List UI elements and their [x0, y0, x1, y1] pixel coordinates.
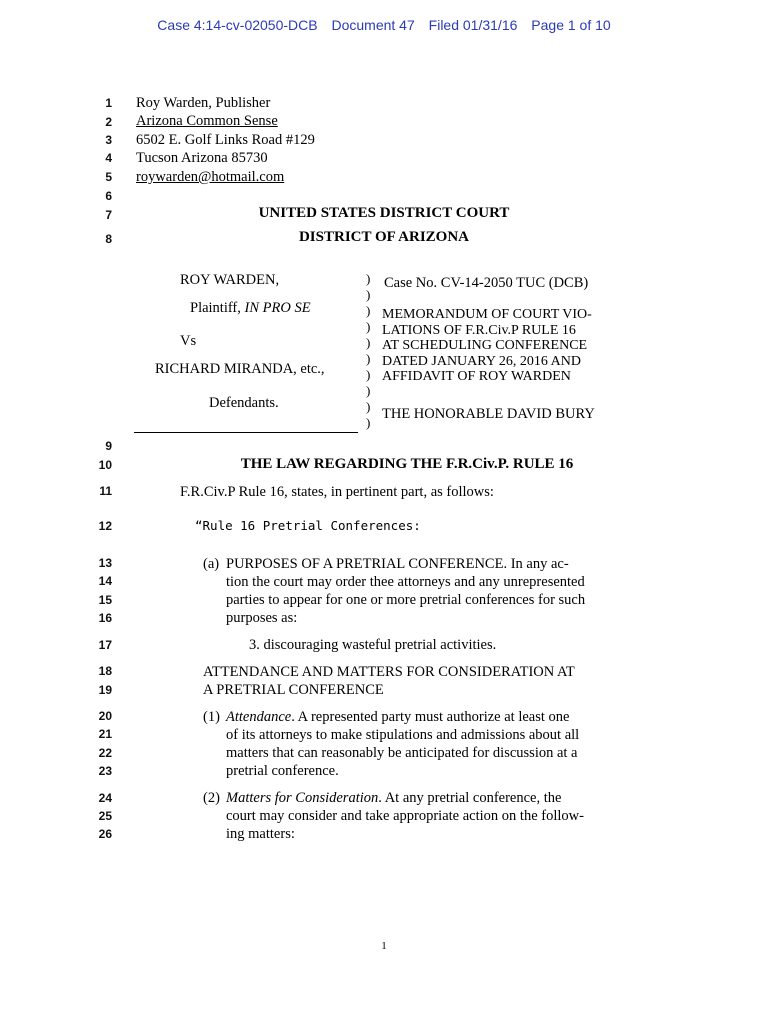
line-number: 13 — [98, 556, 112, 570]
line-number: 16 — [98, 611, 112, 625]
line-number: 26 — [98, 827, 112, 841]
item-2-italic: Matters for Consideration — [226, 790, 379, 806]
line-number: 10 — [98, 458, 112, 472]
item-a-line: parties to appear for one or more pretrial conferences for such — [226, 592, 586, 608]
sender-name: Roy Warden, Publisher — [136, 95, 271, 111]
sender-city: Tucson Arizona 85730 — [136, 150, 268, 166]
page-number: 1 — [381, 940, 387, 952]
document-title-line: AT SCHEDULING CONFERENCE — [382, 338, 588, 353]
item-1-line: pretrial conference. — [226, 763, 339, 779]
item-2-line: court may consider and take appropriate action on the follow- — [226, 808, 584, 824]
line-number: 3 — [105, 133, 112, 147]
ecf-document: Document 47 — [331, 17, 415, 33]
caption-rule-line — [134, 432, 358, 433]
case-number: Case No. CV-14-2050 TUC (DCB) — [384, 275, 589, 291]
item-1-first-rest: . A represented party must authorize at least one — [291, 709, 570, 725]
court-district: DISTRICT OF ARIZONA — [298, 229, 470, 245]
court-name: UNITED STATES DISTRICT COURT — [258, 205, 510, 221]
line-number: 18 — [98, 664, 112, 678]
defendant-role: Defendants. — [209, 395, 279, 411]
item-a-line: tion the court may order thee attorneys and any unrepresented — [226, 574, 585, 590]
line-number: 6 — [105, 189, 112, 203]
defendant-name: RICHARD MIRANDA, etc., — [155, 361, 325, 377]
item-1-italic: Attendance — [226, 709, 292, 725]
item-a-label: (a) — [203, 556, 220, 572]
line-number: 17 — [98, 638, 112, 652]
plaintiff-role-text: Plaintiff, — [190, 300, 245, 316]
line-number: 24 — [98, 791, 112, 805]
item-1-text — [226, 708, 579, 780]
plaintiff-role-italic: IN PRO SE — [244, 300, 311, 316]
caption-paren: ) — [366, 383, 371, 398]
item-2-label: (2) — [203, 790, 220, 806]
ecf-filed: Filed 01/31/16 — [428, 17, 518, 33]
line-number: 2 — [105, 115, 112, 129]
intro-paragraph: F.R.Civ.P Rule 16, states, in pertinent part, as follows: — [180, 484, 494, 500]
item-1-line: matters that can reasonably be anticipated for discussion at a — [226, 745, 578, 761]
sender-email-link[interactable]: roywarden@hotmail.com — [136, 169, 285, 185]
versus-label: Vs — [180, 333, 197, 349]
line-number: 9 — [105, 439, 112, 453]
item-a-line: purposes as: — [226, 610, 298, 626]
ecf-header — [0, 17, 768, 33]
line-number: 23 — [98, 764, 112, 778]
plaintiff-role — [190, 299, 311, 317]
line-number: 22 — [98, 746, 112, 760]
line-number: 4 — [105, 151, 112, 165]
line-number: 14 — [98, 574, 112, 588]
line-number: 12 — [98, 519, 112, 533]
ecf-case: Case 4:14-cv-02050-DCB — [157, 17, 318, 33]
line-number: 1 — [105, 96, 112, 110]
document-title — [382, 307, 592, 385]
caption-paren: ) — [366, 287, 371, 302]
line-number: 15 — [98, 593, 112, 607]
judge-name: THE HONORABLE DAVID BURY — [382, 406, 595, 422]
item-a-line: PURPOSES OF A PRETRIAL CONFERENCE. In any ac- — [226, 556, 569, 572]
line-number: 5 — [105, 170, 112, 184]
document-title-line: AFFIDAVIT OF ROY WARDEN — [382, 369, 571, 384]
line-number: 19 — [98, 683, 112, 697]
sender-street: 6502 E. Golf Links Road #129 — [136, 132, 315, 148]
document-title-line: LATIONS OF F.R.Civ.P RULE 16 — [382, 322, 576, 338]
caption-paren: ) — [366, 367, 371, 382]
item-a-text — [226, 555, 612, 627]
quote-title: “Rule 16 Pretrial Conferences: — [195, 518, 421, 533]
caption-paren: ) — [366, 319, 371, 334]
item-2-first-rest: . At any pretrial conference, the — [378, 790, 562, 806]
document-title-line: DATED JANUARY 26, 2016 AND — [382, 353, 581, 369]
caption-paren: ) — [366, 399, 371, 414]
caption-paren: ) — [366, 351, 371, 366]
attendance-heading-line: ATTENDANCE AND MATTERS FOR CONSIDERATION AT — [203, 664, 575, 680]
caption-paren: ) — [366, 415, 371, 430]
sender-org-link[interactable]: Arizona Common Sense — [136, 113, 278, 129]
item-2-text — [226, 789, 584, 843]
line-number: 7 — [105, 208, 112, 222]
caption-paren: ) — [366, 335, 371, 350]
item-1-first-line — [226, 708, 579, 726]
line-number: 20 — [98, 709, 112, 723]
item-1-label: (1) — [203, 709, 220, 725]
line-number: 21 — [98, 727, 112, 741]
item-1-line: of its attorneys to make stipulations and admissions about all — [226, 727, 580, 743]
item-3-text: 3. discouraging wasteful pretrial activities. — [249, 637, 497, 653]
item-2-line: ing matters: — [226, 826, 295, 842]
ecf-page: Page 1 of 10 — [531, 17, 611, 33]
plaintiff-name: ROY WARDEN, — [180, 272, 280, 288]
section-heading: THE LAW REGARDING THE F.R.Civ.P. RULE 16 — [240, 456, 574, 472]
line-number: 11 — [99, 484, 112, 498]
caption-paren: ) — [366, 303, 371, 318]
caption-paren: ) — [366, 271, 371, 286]
attendance-heading — [203, 663, 575, 699]
line-number: 25 — [98, 809, 112, 823]
item-2-first-line — [226, 789, 584, 807]
line-number: 8 — [105, 232, 112, 246]
attendance-heading-line: A PRETRIAL CONFERENCE — [203, 682, 384, 698]
document-title-line: MEMORANDUM OF COURT VIO- — [382, 307, 592, 322]
